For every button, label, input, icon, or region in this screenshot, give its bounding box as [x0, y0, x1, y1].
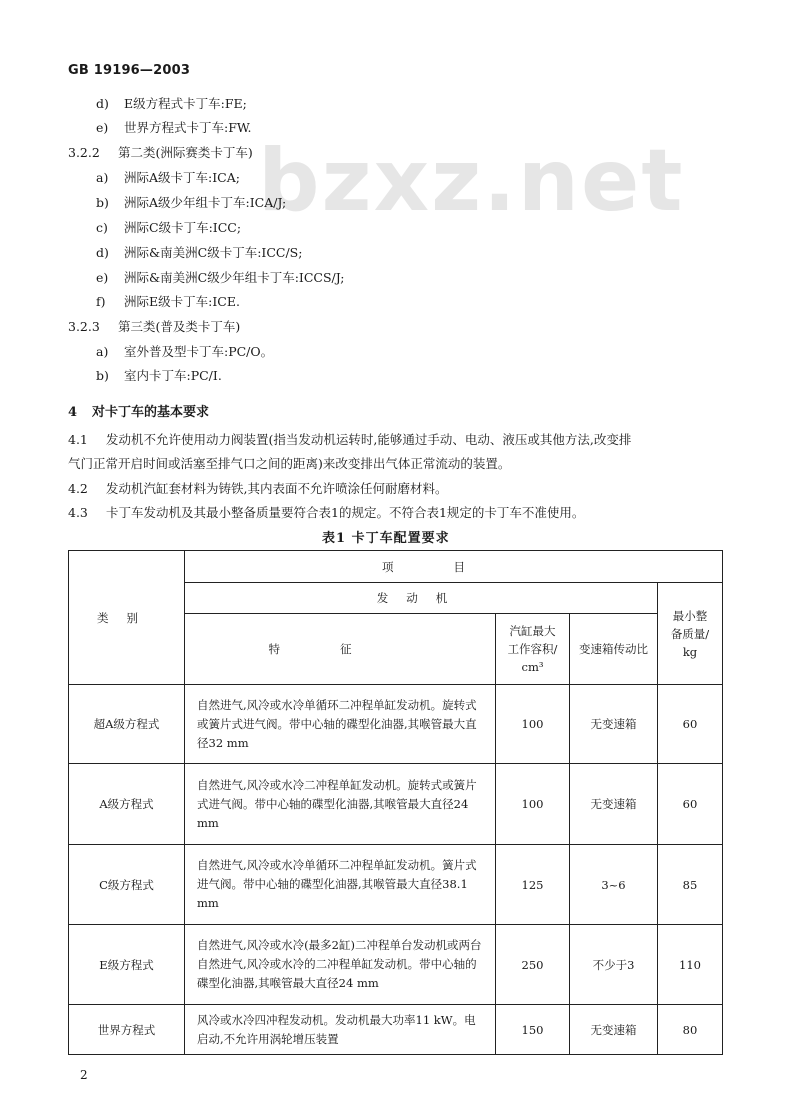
paragraph-4-3 — [68, 505, 584, 521]
cell-category: 超A级方程式 — [69, 685, 185, 764]
list-text: 洲际C级卡丁车:ICC; — [124, 220, 242, 235]
section-heading-3-2-3 — [68, 319, 240, 335]
cell-gearbox: 不少于3 — [570, 925, 658, 1005]
section-title: 第二类(洲际赛类卡丁车) — [118, 145, 253, 160]
section-number: 3.2.3 — [68, 319, 100, 334]
cell-min-mass: 110 — [658, 925, 723, 1005]
list-marker: b) — [96, 195, 109, 210]
cell-displacement: 250 — [496, 925, 570, 1005]
header-item: 项目 — [185, 551, 723, 583]
cell-gearbox: 无变速箱 — [570, 764, 658, 845]
paragraph-4-1-continued: 气门正常开启时间或活塞至排气口之间的距离)来改变排出气体正常流动的装置。 — [68, 456, 511, 471]
list-item — [96, 368, 222, 384]
header-min-mass: 最小整 备质量/ kg — [658, 583, 723, 685]
list-text: 洲际A级卡丁车:ICA; — [124, 170, 240, 185]
header-feature: 特征 — [185, 614, 496, 685]
list-item — [96, 96, 247, 112]
paragraph-number: 4.2 — [68, 481, 88, 496]
list-marker: a) — [96, 344, 109, 359]
list-item — [96, 195, 286, 211]
list-text: E级方程式卡丁车:FE; — [124, 96, 247, 111]
section-heading-4 — [68, 401, 209, 420]
paragraph-number: 4.3 — [68, 505, 88, 520]
table-row — [69, 845, 723, 925]
list-marker: c) — [96, 220, 108, 235]
list-marker: a) — [96, 170, 109, 185]
table-row — [69, 1005, 723, 1055]
cell-min-mass: 60 — [658, 764, 723, 845]
cell-feature: 自然进气,风冷或水冷单循环二冲程单缸发动机。旋转式或簧片式进气阀。带中心轴的碟型化油器,其喉管最大直径32 mm — [185, 685, 496, 764]
header-displacement: 汽缸最大 工作容积/ cm³ — [496, 614, 570, 685]
list-item — [96, 220, 241, 236]
cell-category: 世界方程式 — [69, 1005, 185, 1055]
cell-gearbox: 3~6 — [570, 845, 658, 925]
list-text: 洲际A级少年组卡丁车:ICA/J; — [124, 195, 287, 210]
cell-min-mass: 60 — [658, 685, 723, 764]
section-number: 4 — [68, 405, 78, 420]
list-text: 洲际E级卡丁车:ICE. — [124, 294, 240, 309]
table-row — [69, 925, 723, 1005]
list-marker: d) — [96, 96, 109, 111]
list-text: 室外普及型卡丁车:PC/O。 — [124, 344, 274, 359]
header-gearbox: 变速箱传动比 — [570, 614, 658, 685]
list-marker: b) — [96, 368, 109, 383]
list-item — [96, 245, 302, 261]
paragraph-4-2 — [68, 481, 447, 497]
list-marker: d) — [96, 245, 109, 260]
list-item — [96, 120, 252, 136]
cell-category: E级方程式 — [69, 925, 185, 1005]
paragraph-text: 发动机不允许使用动力阀装置(指当发动机运转时,能够通过手动、电动、液压或其他方法,改变排 — [106, 432, 632, 447]
standard-code-header: GB 19196—2003 — [68, 63, 191, 78]
page-number: 2 — [80, 1068, 88, 1082]
section-number: 3.2.2 — [68, 145, 100, 160]
list-text: 世界方程式卡丁车:FW. — [124, 120, 252, 135]
list-item — [96, 344, 273, 360]
paragraph-text: 卡丁车发动机及其最小整备质量要符合表1的规定。不符合表1规定的卡丁车不准使用。 — [106, 505, 585, 520]
list-marker: e) — [96, 120, 109, 135]
cell-min-mass: 85 — [658, 845, 723, 925]
list-marker: e) — [96, 270, 109, 285]
section-title: 对卡丁车的基本要求 — [92, 405, 210, 420]
cell-feature: 风冷或水冷四冲程发动机。发动机最大功率11 kW。电启动,不允许用涡轮增压装置 — [185, 1005, 496, 1055]
cell-category: A级方程式 — [69, 764, 185, 845]
header-category: 类别 — [69, 551, 185, 685]
cell-displacement: 125 — [496, 845, 570, 925]
header-engine: 发动机 — [185, 583, 658, 614]
list-text: 洲际&南美洲C级少年组卡丁车:ICCS/J; — [124, 270, 345, 285]
paragraph-text: 发动机汽缸套材料为铸铁,其内表面不允许喷涂任何耐磨材料。 — [106, 481, 448, 496]
table-row — [69, 764, 723, 845]
cell-min-mass: 80 — [658, 1005, 723, 1055]
list-item — [96, 170, 240, 186]
cell-gearbox: 无变速箱 — [570, 1005, 658, 1055]
list-text: 洲际&南美洲C级卡丁车:ICC/S; — [124, 245, 303, 260]
paragraph-number: 4.1 — [68, 432, 88, 447]
table-row — [69, 685, 723, 764]
cell-category: C级方程式 — [69, 845, 185, 925]
list-text: 室内卡丁车:PC/I. — [124, 368, 222, 383]
list-marker: f) — [96, 294, 106, 309]
cell-displacement: 100 — [496, 764, 570, 845]
list-item — [96, 270, 344, 286]
cell-feature: 自然进气,风冷或水冷单循环二冲程单缸发动机。簧片式进气阀。带中心轴的碟型化油器,其喉管最大直径38.1 mm — [185, 845, 496, 925]
paragraph-4-1 — [68, 432, 631, 448]
section-title: 第三类(普及类卡丁车) — [118, 319, 241, 334]
cell-displacement: 150 — [496, 1005, 570, 1055]
kart-config-table — [68, 550, 723, 1055]
cell-gearbox: 无变速箱 — [570, 685, 658, 764]
watermark: bzxz.net — [258, 131, 685, 231]
cell-feature: 自然进气,风冷或水冷二冲程单缸发动机。旋转式或簧片式进气阀。带中心轴的碟型化油器,其喉管最大直径24 mm — [185, 764, 496, 845]
table-title: 表1 卡丁车配置要求 — [322, 531, 450, 546]
cell-displacement: 100 — [496, 685, 570, 764]
section-heading-3-2-2 — [68, 145, 253, 161]
cell-feature: 自然进气,风冷或水冷(最多2缸)二冲程单台发动机或两台自然进气,风冷或水冷的二冲程单缸发动机。带中心轴的碟型化油器,其喉管最大直径24 mm — [185, 925, 496, 1005]
list-item — [96, 294, 240, 310]
